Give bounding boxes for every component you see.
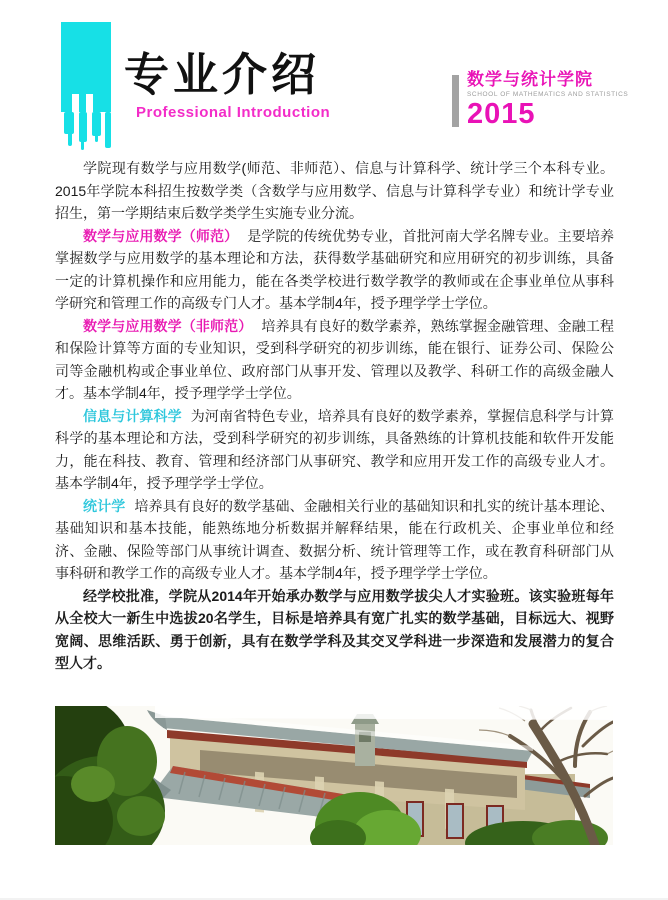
campus-building-photo	[55, 706, 613, 845]
major-paragraph-math-normal	[55, 225, 614, 315]
page-title: 专业介绍	[124, 49, 321, 100]
page-subtitle-en: Professional Introduction	[136, 104, 331, 121]
major-paragraph-statistics	[55, 495, 614, 585]
body-text	[55, 157, 614, 675]
major-description: 培养具有良好的数学基础、金融相关行业的基础知识和扎实的统计基本理论、基础知识和基本技能，能熟练地分析数据并解释结果，能在行政机关、企事业单位和经济、金融、保险等部门从事统计调查、数据分析、统计管理等工作，或在教育科研部门从事科研和教学工作的高级专业人才。基本学制4年，授予理学学士学位。	[55, 497, 615, 581]
major-name-math-normal: 数学与应用数学（师范）	[83, 227, 239, 244]
vertical-divider	[452, 75, 459, 127]
major-name-statistics: 统计学	[83, 497, 126, 514]
page-title-block	[124, 48, 330, 121]
college-name: 数学与统计学院	[467, 70, 593, 89]
college-header	[452, 70, 628, 129]
year-label: 2015	[467, 98, 536, 130]
major-description: 为河南省特色专业，培养具有良好的数学素养，掌握信息科学与计算科学的基本理论和方法，受到科学研究的初步训练，具备熟练的计算机技能和软件开发能力，能在科技、教育、管理和经济部门从事研究、教学和应用开发工作的高级专业人才。基本学制4年，授予理学学士学位。	[55, 407, 615, 491]
major-description: 培养具有良好的数学素养，熟练掌握金融管理、金融工程和保险计算等方面的专业知识，受到科学研究的初步训练，能在银行、证券公司、保险公司等金融机构或企事业单位、政府部门从事开发、管理以及教学、科研工作的高级金融人才。基本学制4年，授予理学学士学位。	[55, 317, 615, 401]
major-paragraph-math-nonnormal	[55, 315, 614, 405]
paint-drip-icon	[56, 22, 116, 150]
intro-paragraph: 学院现有数学与应用数学(师范、非师范）、信息与计算科学、统计学三个本科专业。2015年学院本科招生按数学类（含数学与应用数学、信息与计算科学专业）和统计学专业招生，第一学期结束后数学类学生实施专业分流。	[55, 160, 614, 221]
college-name-en: SCHOOL OF MATHEMATICS AND STATISTICS	[467, 91, 629, 98]
major-name-math-nonnormal: 数学与应用数学（非师范）	[83, 317, 253, 334]
closing-paragraph: 经学校批准，学院从2014年开始承办数学与应用数学拔尖人才实验班。该实验班每年从全校大一新生中选拔20名学生，目标是培养具有宽广扎实的数学基础，目标远大、视野宽阔、思维活跃、勇于创新，具有在数学学科及其交叉学科进一步深造和发展潜力的复合型人才。	[55, 587, 614, 671]
major-name-info-computing: 信息与计算科学	[83, 407, 182, 424]
major-description: 是学院的传统优势专业，首批河南大学名牌专业。主要培养掌握数学与应用数学的基本理论和方法，获得数学基础研究和应用研究的初步训练，具备一定的计算机操作和应用能力，能在各类学校进行数学教学的教师或在企事业单位从事科学研究和管理工作的高级专门人才。基本学制4年，授予理学学士学位。	[55, 227, 615, 311]
major-paragraph-info-computing	[55, 405, 614, 495]
